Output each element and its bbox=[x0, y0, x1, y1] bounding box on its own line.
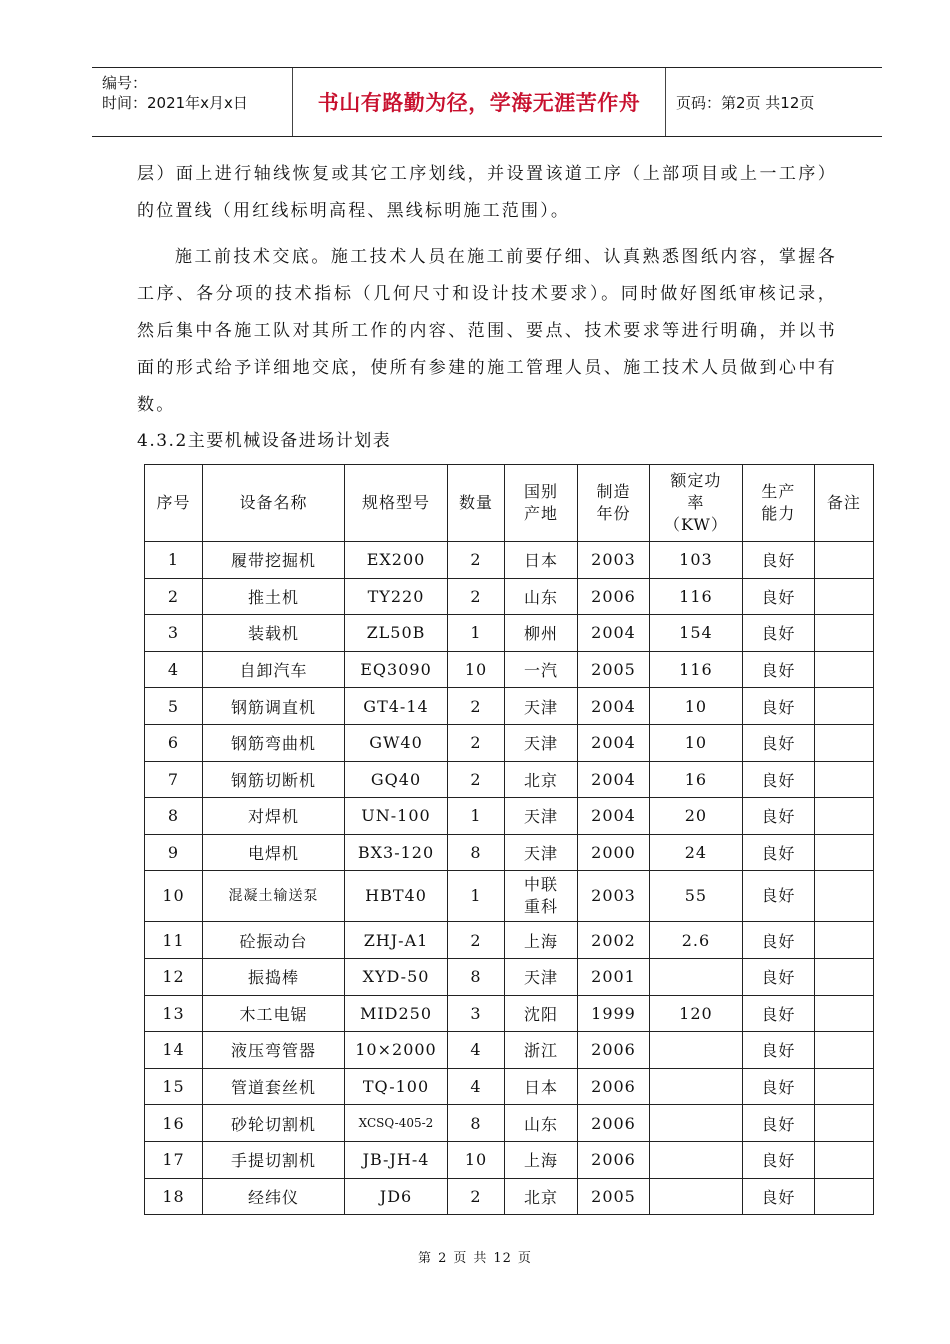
cell-capacity: 良好 bbox=[742, 1141, 814, 1178]
table-row bbox=[145, 958, 874, 995]
cell-origin: 一汽 bbox=[505, 651, 578, 688]
cell-model: MID250 bbox=[345, 995, 448, 1032]
cell-name: 经纬仪 bbox=[203, 1178, 345, 1215]
cell-qty: 1 bbox=[448, 871, 505, 922]
cell-origin: 柳州 bbox=[505, 615, 578, 652]
cell-origin: 天津 bbox=[505, 798, 578, 835]
cell-year: 1999 bbox=[578, 995, 650, 1032]
cell-power: 55 bbox=[650, 871, 743, 922]
cell-power bbox=[650, 958, 743, 995]
cell-origin: 上海 bbox=[505, 922, 578, 959]
table-row bbox=[145, 995, 874, 1032]
cell-power: 116 bbox=[650, 651, 743, 688]
footer-page-number: 2 bbox=[438, 1251, 448, 1266]
cell-capacity: 良好 bbox=[742, 958, 814, 995]
cell-qty: 8 bbox=[448, 958, 505, 995]
cell-capacity: 良好 bbox=[742, 724, 814, 761]
footer-gong: 共 bbox=[473, 1251, 488, 1266]
cell-name: 钢筋调直机 bbox=[203, 688, 345, 725]
header-model: 规格型号 bbox=[345, 465, 448, 542]
cell-no: 12 bbox=[145, 958, 203, 995]
cell-year: 2004 bbox=[578, 798, 650, 835]
cell-name: 自卸汽车 bbox=[203, 651, 345, 688]
header-origin: 国别产地 bbox=[505, 465, 578, 542]
footer-ye: 页 bbox=[453, 1251, 468, 1266]
cell-power bbox=[650, 1105, 743, 1142]
cell-power: 154 bbox=[650, 615, 743, 652]
cell-power bbox=[650, 1178, 743, 1215]
cell-power: 10 bbox=[650, 724, 743, 761]
cell-remark bbox=[814, 651, 873, 688]
cell-no: 1 bbox=[145, 542, 203, 579]
table-row bbox=[145, 688, 874, 725]
header-motto: 书山有路勤为径，学海无涯苦作舟 bbox=[317, 91, 641, 115]
cell-name: 钢筋切断机 bbox=[203, 761, 345, 798]
cell-no: 16 bbox=[145, 1105, 203, 1142]
footer-di: 第 bbox=[418, 1251, 433, 1266]
cell-no: 13 bbox=[145, 995, 203, 1032]
cell-name: 混凝土输送泵 bbox=[203, 871, 345, 922]
cell-model: ZHJ-A1 bbox=[345, 922, 448, 959]
table-row bbox=[145, 724, 874, 761]
cell-power: 2.6 bbox=[650, 922, 743, 959]
time-label: 时间：2021年x月x日 bbox=[102, 94, 248, 112]
cell-qty: 2 bbox=[448, 761, 505, 798]
header-meta bbox=[92, 68, 292, 136]
cell-no: 6 bbox=[145, 724, 203, 761]
cell-qty: 8 bbox=[448, 834, 505, 871]
cell-no: 9 bbox=[145, 834, 203, 871]
cell-year: 2003 bbox=[578, 871, 650, 922]
cell-remark bbox=[814, 1141, 873, 1178]
cell-power bbox=[650, 1141, 743, 1178]
cell-capacity: 良好 bbox=[742, 1032, 814, 1069]
cell-qty: 1 bbox=[448, 798, 505, 835]
cell-name: 砂轮切割机 bbox=[203, 1105, 345, 1142]
cell-no: 17 bbox=[145, 1141, 203, 1178]
paragraph-1: 层）面上进行轴线恢复或其它工序划线，并设置该道工序（上部项目或上一工序）的位置线（用红线标明高程、黑线标明施工范围）。 bbox=[137, 164, 837, 221]
cell-capacity: 良好 bbox=[742, 1178, 814, 1215]
cell-qty: 1 bbox=[448, 615, 505, 652]
table-row bbox=[145, 1141, 874, 1178]
cell-qty: 2 bbox=[448, 922, 505, 959]
cell-remark bbox=[814, 1068, 873, 1105]
cell-qty: 10 bbox=[448, 1141, 505, 1178]
cell-model: UN-100 bbox=[345, 798, 448, 835]
footer-total-pages: 12 bbox=[493, 1251, 512, 1266]
cell-remark bbox=[814, 922, 873, 959]
cell-capacity: 良好 bbox=[742, 922, 814, 959]
cell-model: XYD-50 bbox=[345, 958, 448, 995]
cell-power bbox=[650, 1032, 743, 1069]
cell-qty: 4 bbox=[448, 1068, 505, 1105]
cell-model: ZL50B bbox=[345, 615, 448, 652]
cell-remark bbox=[814, 995, 873, 1032]
footer-ye: 页 bbox=[517, 1251, 532, 1266]
cell-origin: 北京 bbox=[505, 761, 578, 798]
cell-power: 10 bbox=[650, 688, 743, 725]
cell-qty: 2 bbox=[448, 724, 505, 761]
cell-model: JD6 bbox=[345, 1178, 448, 1215]
cell-origin: 山东 bbox=[505, 578, 578, 615]
cell-year: 2001 bbox=[578, 958, 650, 995]
table-row bbox=[145, 1068, 874, 1105]
cell-name: 对焊机 bbox=[203, 798, 345, 835]
cell-qty: 10 bbox=[448, 651, 505, 688]
table-row bbox=[145, 798, 874, 835]
cell-origin: 北京 bbox=[505, 1178, 578, 1215]
cell-remark bbox=[814, 724, 873, 761]
cell-year: 2000 bbox=[578, 834, 650, 871]
page-footer bbox=[0, 1247, 950, 1266]
table-row bbox=[145, 834, 874, 871]
cell-origin: 中联重科 bbox=[505, 871, 578, 922]
cell-remark bbox=[814, 871, 873, 922]
cell-no: 10 bbox=[145, 871, 203, 922]
cell-year: 2003 bbox=[578, 542, 650, 579]
cell-model: TY220 bbox=[345, 578, 448, 615]
cell-year: 2006 bbox=[578, 1068, 650, 1105]
table-row bbox=[145, 871, 874, 922]
cell-year: 2006 bbox=[578, 1141, 650, 1178]
cell-year: 2006 bbox=[578, 1032, 650, 1069]
cell-name: 手提切割机 bbox=[203, 1141, 345, 1178]
cell-capacity: 良好 bbox=[742, 1068, 814, 1105]
table-header-row bbox=[145, 465, 874, 542]
cell-capacity: 良好 bbox=[742, 542, 814, 579]
table-body bbox=[145, 542, 874, 1215]
cell-year: 2005 bbox=[578, 1178, 650, 1215]
cell-origin: 日本 bbox=[505, 1068, 578, 1105]
cell-remark bbox=[814, 1178, 873, 1215]
cell-name: 履带挖掘机 bbox=[203, 542, 345, 579]
cell-capacity: 良好 bbox=[742, 1105, 814, 1142]
cell-no: 5 bbox=[145, 688, 203, 725]
cell-model: GW40 bbox=[345, 724, 448, 761]
cell-power: 116 bbox=[650, 578, 743, 615]
cell-remark bbox=[814, 615, 873, 652]
table-row bbox=[145, 761, 874, 798]
cell-no: 2 bbox=[145, 578, 203, 615]
cell-power: 103 bbox=[650, 542, 743, 579]
cell-year: 2002 bbox=[578, 922, 650, 959]
cell-origin: 上海 bbox=[505, 1141, 578, 1178]
cell-remark bbox=[814, 798, 873, 835]
cell-year: 2005 bbox=[578, 651, 650, 688]
cell-model: GT4-14 bbox=[345, 688, 448, 725]
cell-name: 钢筋弯曲机 bbox=[203, 724, 345, 761]
cell-origin: 天津 bbox=[505, 958, 578, 995]
cell-name: 推土机 bbox=[203, 578, 345, 615]
header-name: 设备名称 bbox=[203, 465, 345, 542]
table-row bbox=[145, 651, 874, 688]
cell-name: 管道套丝机 bbox=[203, 1068, 345, 1105]
cell-qty: 2 bbox=[448, 1178, 505, 1215]
cell-no: 15 bbox=[145, 1068, 203, 1105]
cell-power: 20 bbox=[650, 798, 743, 835]
cell-capacity: 良好 bbox=[742, 761, 814, 798]
cell-qty: 8 bbox=[448, 1105, 505, 1142]
cell-year: 2004 bbox=[578, 615, 650, 652]
cell-model: GQ40 bbox=[345, 761, 448, 798]
cell-qty: 2 bbox=[448, 542, 505, 579]
cell-name: 液压弯管器 bbox=[203, 1032, 345, 1069]
cell-qty: 2 bbox=[448, 578, 505, 615]
cell-model: EX200 bbox=[345, 542, 448, 579]
cell-remark bbox=[814, 542, 873, 579]
cell-power: 24 bbox=[650, 834, 743, 871]
cell-year: 2004 bbox=[578, 724, 650, 761]
page-header bbox=[92, 67, 882, 137]
code-label: 编号： bbox=[102, 74, 148, 92]
cell-remark bbox=[814, 578, 873, 615]
table-row bbox=[145, 615, 874, 652]
cell-model: XCSQ-405-2 bbox=[345, 1105, 448, 1142]
cell-capacity: 良好 bbox=[742, 651, 814, 688]
header-power: 额定功率（KW） bbox=[650, 465, 743, 542]
cell-origin: 日本 bbox=[505, 542, 578, 579]
cell-qty: 3 bbox=[448, 995, 505, 1032]
cell-model: HBT40 bbox=[345, 871, 448, 922]
cell-power: 120 bbox=[650, 995, 743, 1032]
table-row bbox=[145, 542, 874, 579]
cell-power bbox=[650, 1068, 743, 1105]
cell-origin: 山东 bbox=[505, 1105, 578, 1142]
cell-origin: 沈阳 bbox=[505, 995, 578, 1032]
cell-no: 7 bbox=[145, 761, 203, 798]
cell-no: 14 bbox=[145, 1032, 203, 1069]
header-year: 制造年份 bbox=[578, 465, 650, 542]
header-qty: 数量 bbox=[448, 465, 505, 542]
cell-name: 砼振动台 bbox=[203, 922, 345, 959]
cell-no: 8 bbox=[145, 798, 203, 835]
header-page-label: 页码：第2页 共12页 bbox=[676, 93, 815, 112]
cell-model: TQ-100 bbox=[345, 1068, 448, 1105]
cell-capacity: 良好 bbox=[742, 615, 814, 652]
cell-qty: 4 bbox=[448, 1032, 505, 1069]
cell-origin: 天津 bbox=[505, 724, 578, 761]
cell-model: BX3-120 bbox=[345, 834, 448, 871]
header-remark: 备注 bbox=[814, 465, 873, 542]
cell-name: 电焊机 bbox=[203, 834, 345, 871]
cell-no: 3 bbox=[145, 615, 203, 652]
cell-no: 18 bbox=[145, 1178, 203, 1215]
header-capacity: 生产能力 bbox=[742, 465, 814, 542]
cell-name: 振捣棒 bbox=[203, 958, 345, 995]
section-title: 4.3.2主要机械设备进场计划表 bbox=[137, 431, 392, 451]
table-row bbox=[145, 1178, 874, 1215]
cell-model: EQ3090 bbox=[345, 651, 448, 688]
cell-model: JB-JH-4 bbox=[345, 1141, 448, 1178]
cell-remark bbox=[814, 834, 873, 871]
table-row bbox=[145, 578, 874, 615]
cell-remark bbox=[814, 1032, 873, 1069]
cell-remark bbox=[814, 958, 873, 995]
cell-power: 16 bbox=[650, 761, 743, 798]
header-no: 序号 bbox=[145, 465, 203, 542]
cell-capacity: 良好 bbox=[742, 798, 814, 835]
cell-remark bbox=[814, 761, 873, 798]
cell-year: 2004 bbox=[578, 688, 650, 725]
table-row bbox=[145, 1105, 874, 1142]
cell-year: 2006 bbox=[578, 578, 650, 615]
table-row bbox=[145, 922, 874, 959]
cell-qty: 2 bbox=[448, 688, 505, 725]
cell-no: 11 bbox=[145, 922, 203, 959]
cell-year: 2004 bbox=[578, 761, 650, 798]
cell-capacity: 良好 bbox=[742, 871, 814, 922]
cell-name: 装载机 bbox=[203, 615, 345, 652]
cell-no: 4 bbox=[145, 651, 203, 688]
cell-origin: 浙江 bbox=[505, 1032, 578, 1069]
cell-remark bbox=[814, 688, 873, 725]
cell-year: 2006 bbox=[578, 1105, 650, 1142]
cell-capacity: 良好 bbox=[742, 995, 814, 1032]
table-row bbox=[145, 1032, 874, 1069]
equipment-table bbox=[144, 464, 874, 1215]
paragraph-2: 施工前技术交底。施工技术人员在施工前要仔细、认真熟悉图纸内容，掌握各工序、各分项的技术指标（几何尺寸和设计技术要求）。同时做好图纸审核记录，然后集中各施工队对其所工作的内容、范围、要点、技术要求等进行明确，并以书面的形式给予详细地交底，使所有参建的施工管理人员、施工技术人员做到心中有数。 bbox=[137, 247, 837, 415]
cell-capacity: 良好 bbox=[742, 688, 814, 725]
cell-model: 10×2000 bbox=[345, 1032, 448, 1069]
cell-remark bbox=[814, 1105, 873, 1142]
cell-capacity: 良好 bbox=[742, 834, 814, 871]
cell-capacity: 良好 bbox=[742, 578, 814, 615]
cell-origin: 天津 bbox=[505, 688, 578, 725]
cell-name: 木工电锯 bbox=[203, 995, 345, 1032]
cell-origin: 天津 bbox=[505, 834, 578, 871]
